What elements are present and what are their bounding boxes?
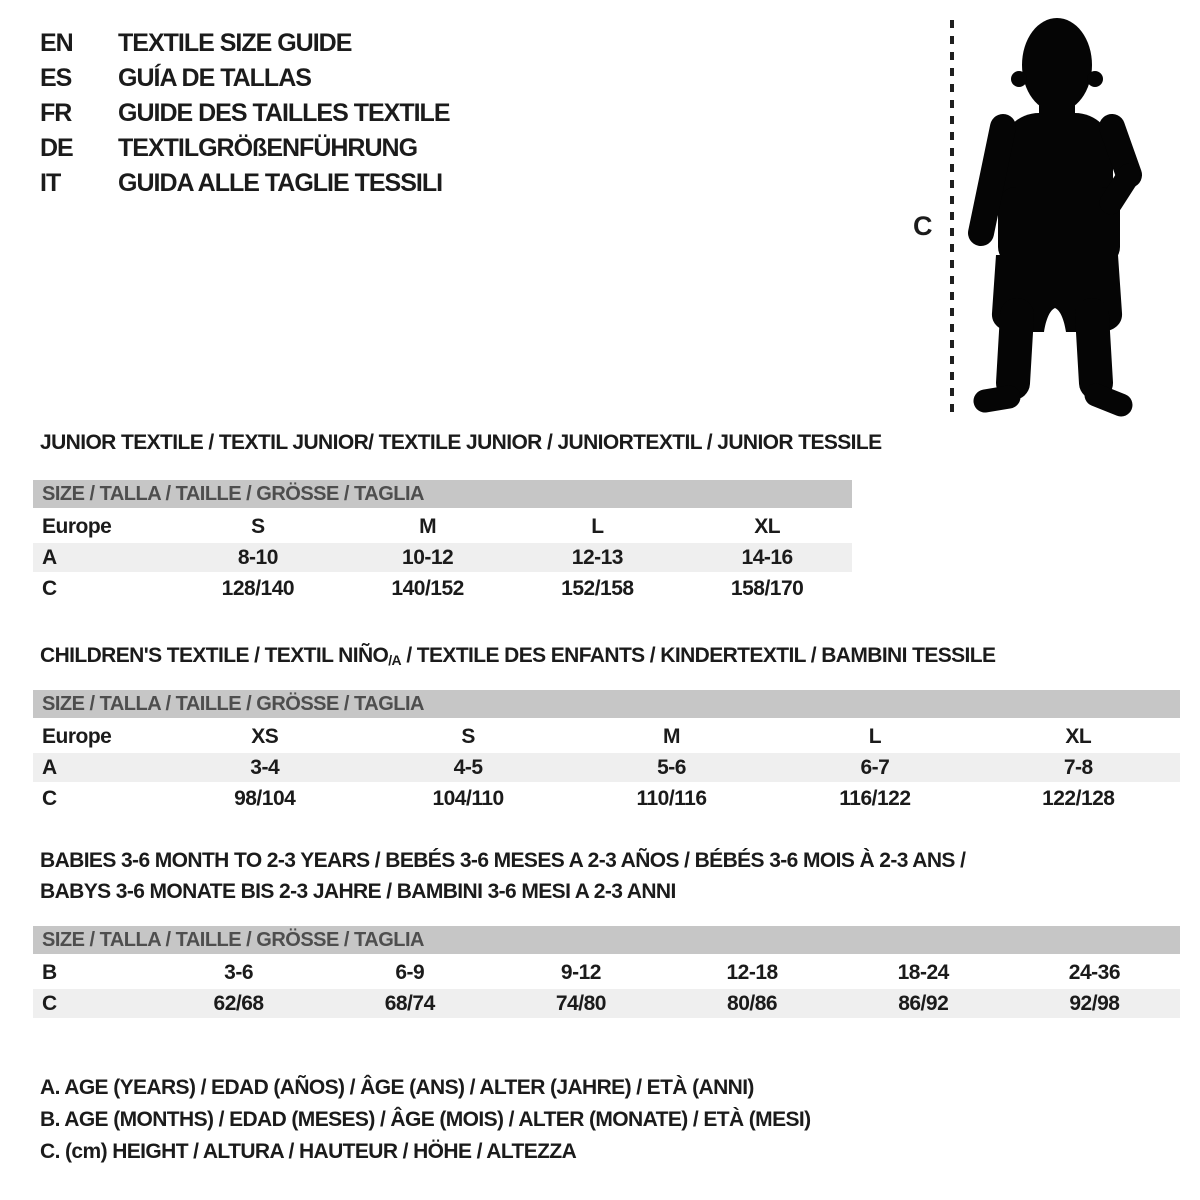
cell: 14-16 [741,545,793,569]
footnote-c: C. (cm) HEIGHT / ALTURA / HAUTEUR / HÖHE / ALTEZZA [40,1140,577,1163]
toddler-silhouette-figure [900,8,1190,424]
cell: 110/116 [636,786,707,810]
children-heading-suffix: / TEXTILE DES ENFANTS / KINDERTEXTIL / BAMBINI TESSILE [401,644,996,667]
cell: 9-12 [560,960,601,984]
height-measure-label: C [913,211,932,241]
cell: 140/152 [391,576,464,600]
children-size-table [33,690,1180,815]
babies-size-header-band: SIZE / TALLA / TAILLE / GRÖSSE / TAGLIA [33,926,1180,954]
lang-code-en: EN [40,29,73,57]
children-size-header-band: SIZE / TALLA / TAILLE / GRÖSSE / TAGLIA [33,690,1180,718]
row-label: A [42,545,57,569]
cell: 122/128 [1042,786,1115,810]
cell: 80/86 [727,991,778,1015]
cell: 98/104 [234,786,296,810]
lang-title-fr: GUIDE DES TAILLES TEXTILE [118,99,450,127]
cell: 3-4 [250,755,280,779]
lang-code-es: ES [40,64,72,92]
cell: 86/92 [898,991,949,1015]
cell: 5-6 [657,755,686,779]
cell: 74/80 [555,991,606,1015]
lang-code-it: IT [40,169,61,197]
cell: 3-6 [224,960,253,984]
lang-title-en: TEXTILE SIZE GUIDE [118,29,352,57]
lang-title-de: TEXTILGRÖßENFÜHRUNG [118,134,418,162]
babies-size-table [33,926,1180,1020]
footnote-b: B. AGE (MONTHS) / EDAD (MESES) / ÂGE (MOIS) / ALTER (MONATE) / ETÀ (MESI) [40,1108,811,1131]
table-row [33,543,852,572]
children-heading-subscript: /A [388,652,402,668]
cell: 7-8 [1063,755,1093,779]
footnote-a: A. AGE (YEARS) / EDAD (AÑOS) / ÂGE (ANS) / ALTER (JAHRE) / ETÀ (ANNI) [40,1076,754,1099]
cell: 24-36 [1068,960,1121,984]
table-row [33,512,852,541]
babies-heading-line2: BABYS 3-6 MONATE BIS 2-3 JAHRE / BAMBINI 3-6 MESI A 2-3 ANNI [40,880,676,903]
table-row [33,958,1180,987]
lang-row-de [40,131,450,166]
lang-row-it [40,166,450,201]
cell: 6-9 [395,960,425,984]
cell: 104/110 [432,786,504,810]
cell: 8-10 [237,545,278,569]
cell: XS [251,724,279,748]
cell: 128/140 [221,576,295,600]
row-label: A [42,755,57,779]
cell: S [461,724,475,748]
cell: L [868,724,882,748]
row-label: Europe [42,724,112,748]
table-row [33,784,1180,813]
junior-size-table [33,480,852,605]
lang-row-fr [40,96,450,131]
table-row [33,989,1180,1018]
babies-heading-line1: BABIES 3-6 MONTH TO 2-3 YEARS / BEBÉS 3-6 MESES A 2-3 AÑOS / BÉBÉS 3-6 MOIS À 2-3 ANS / [40,849,966,872]
cell: 12-13 [571,545,623,569]
table-row [33,574,852,603]
row-label: C [42,576,57,600]
lang-title-it: GUIDA ALLE TAGLIE TESSILI [118,169,443,197]
cell: XL [754,514,781,538]
cell: L [591,514,604,538]
cell: S [251,514,265,538]
lang-row-es [40,61,450,96]
table-row [33,722,1180,751]
cell: 12-18 [726,960,778,984]
children-heading-prefix: CHILDREN'S TEXTILE / TEXTIL NIÑO [40,644,389,667]
row-label: C [42,991,57,1015]
language-title-list [40,26,450,201]
table-row [33,753,1180,782]
cell: 92/98 [1069,991,1120,1015]
junior-size-header-band: SIZE / TALLA / TAILLE / GRÖSSE / TAGLIA [33,480,852,508]
cell: 18-24 [897,960,949,984]
cell: 158/170 [730,576,804,600]
cell: 152/158 [561,576,634,600]
cell: M [419,514,437,538]
cell: 4-5 [453,755,483,779]
junior-section-heading: JUNIOR TEXTILE / TEXTIL JUNIOR/ TEXTILE JUNIOR / JUNIORTEXTIL / JUNIOR TESSILE [40,431,882,454]
children-section-heading [40,644,995,668]
lang-title-es: GUÍA DE TALLAS [118,64,311,92]
cell: XL [1065,724,1092,748]
row-label: C [42,786,57,810]
lang-row-en [40,26,450,61]
lang-code-fr: FR [40,99,72,127]
cell: 6-7 [860,755,890,779]
cell: M [662,724,680,748]
lang-code-de: DE [40,134,73,162]
row-label: B [42,960,57,984]
cell: 116/122 [839,786,911,810]
toddler-silhouette [981,18,1129,405]
cell: 68/74 [384,991,435,1015]
cell: 10-12 [402,545,454,569]
cell: 62/68 [213,991,264,1015]
footnotes [40,1072,811,1168]
row-label: Europe [42,514,112,538]
